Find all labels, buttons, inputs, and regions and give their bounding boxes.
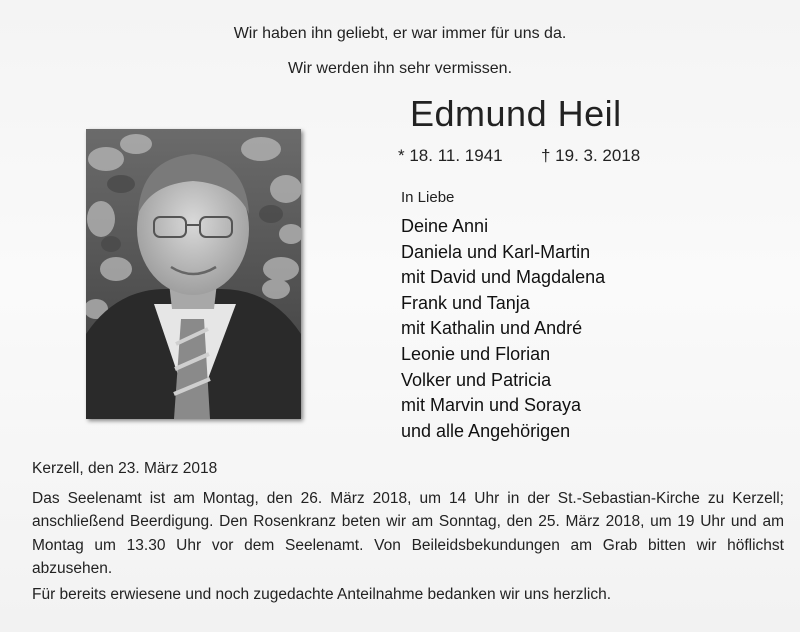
mourner-line: mit Kathalin und André	[401, 318, 583, 339]
death-date: † 19. 3. 2018	[541, 146, 641, 165]
mourner-line: Leonie und Florian	[401, 343, 551, 364]
mourner-line: Frank und Tanja	[401, 292, 530, 313]
mourners-list	[401, 214, 605, 444]
verse-line-1: Wir haben ihn geliebt, er war immer für uns da.	[233, 25, 567, 42]
verse-line-2: Wir werden ihn sehr vermissen.	[287, 60, 513, 77]
portrait-illustration	[86, 129, 301, 419]
service-details: Das Seelenamt ist am Montag, den 26. März 2018, um 14 Uhr in der St.-Sebastian-Kirche zu Kerzell; anschließend Beerdigung. Den Rosenkranz beten wir am Sonntag, den 25. März 2018, um 19 Uhr und am Montag um 13.30 Uhr vor dem Seelenamt. Von Beileidsbekundungen am Grab bitten wir höflichst abzusehen.	[32, 490, 784, 577]
birth-date: * 18. 11. 1941	[398, 146, 503, 165]
mourner-line: mit Marvin und Soraya	[401, 395, 582, 416]
mourner-line: Volker und Patricia	[401, 369, 552, 390]
thanks-note: Für bereits erwiesene und noch zugedachte Anteilnahme bedanken wir uns herzlich.	[32, 586, 612, 603]
portrait-photo	[86, 129, 301, 419]
mourner-line: Deine Anni	[401, 216, 489, 236]
mourner-line: und alle Angehörigen	[401, 420, 571, 441]
mourners-intro: In Liebe	[401, 189, 455, 206]
mourner-line: mit David und Magdalena	[401, 267, 606, 288]
deceased-name: Edmund Heil	[410, 93, 622, 134]
mourner-line: Daniela und Karl-Martin	[401, 241, 591, 262]
place-date: Kerzell, den 23. März 2018	[32, 460, 218, 477]
